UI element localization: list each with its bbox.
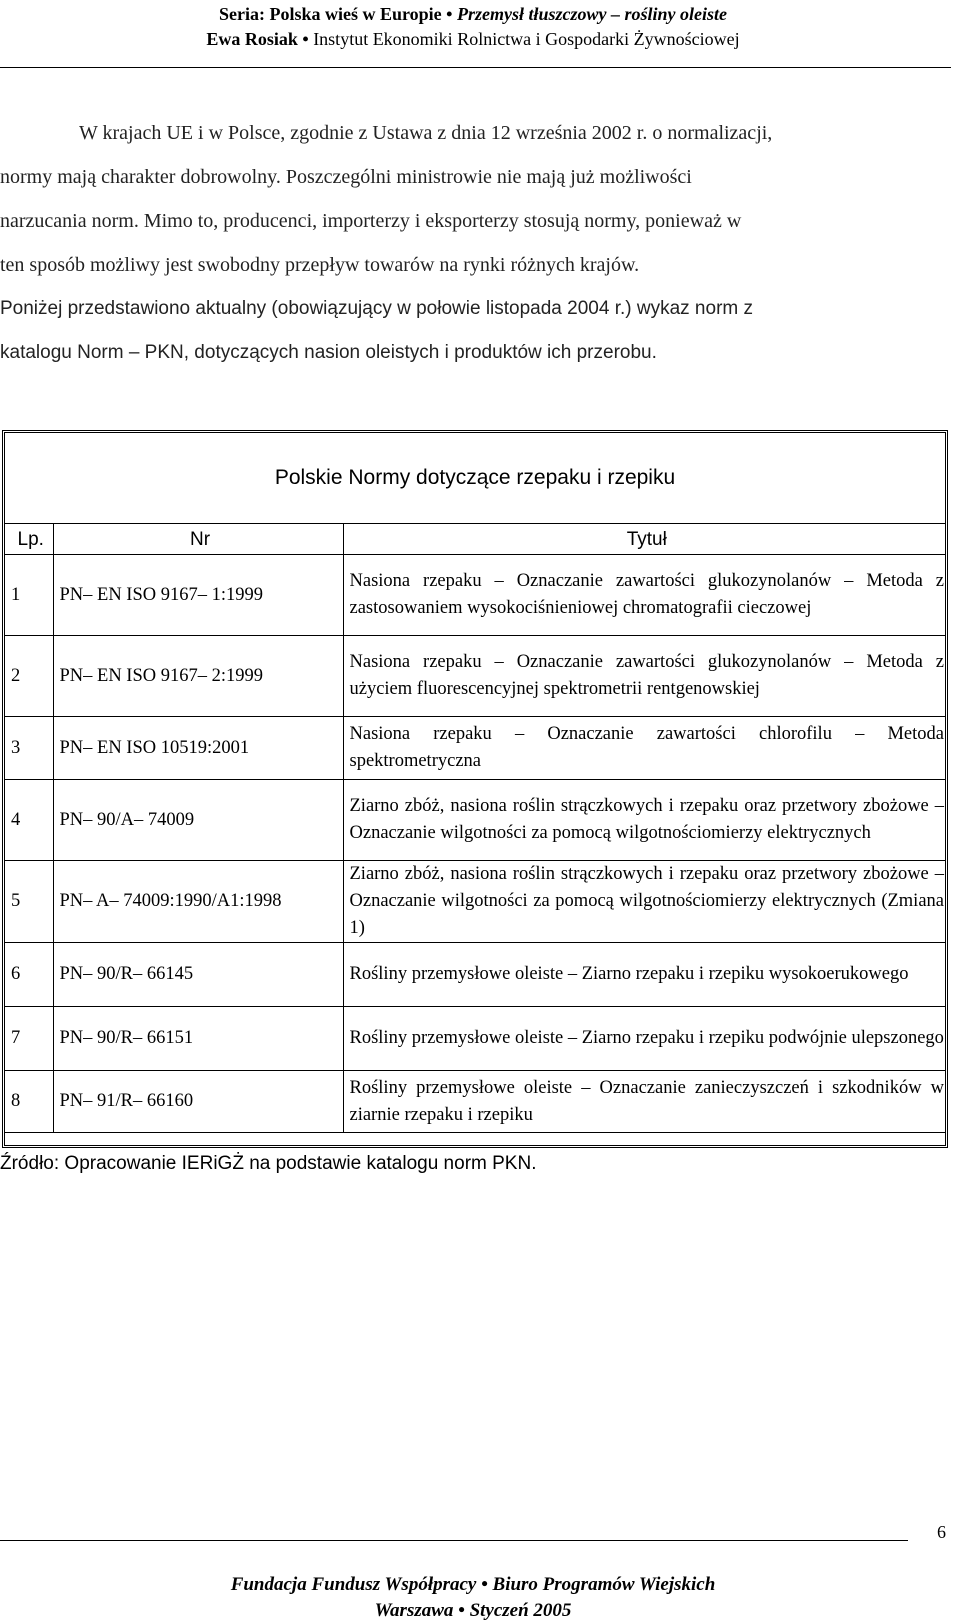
table-row bbox=[5, 861, 946, 943]
footer-city: Warszawa bbox=[374, 1600, 454, 1621]
cell-lp: 3 bbox=[5, 717, 53, 780]
source-note: Źródło: Opracowanie IERiGŻ na podstawie katalogu norm PKN. bbox=[0, 1153, 537, 1174]
table-row bbox=[5, 1007, 946, 1071]
paragraph-line: ten sposób możliwy jest swobodny przepływ towarów na rynki różnych krajów. bbox=[0, 254, 640, 276]
cell-nr: PN– EN ISO 9167– 1:1999 bbox=[53, 555, 343, 636]
cell-lp: 4 bbox=[5, 780, 53, 861]
page-number: 6 bbox=[937, 1522, 946, 1542]
norms-table bbox=[5, 524, 946, 1133]
author-line bbox=[0, 27, 946, 51]
intro-paragraph bbox=[0, 111, 956, 287]
cell-tytul: Nasiona rzepaku – Oznaczanie zawartości chlorofilu – Metoda spektrometryczna bbox=[343, 717, 946, 780]
cell-lp: 2 bbox=[5, 636, 53, 717]
institute-name: Instytut Ekonomiki Rolnictwa i Gospodarki Żywnościowej bbox=[313, 29, 740, 49]
header-rule bbox=[0, 67, 951, 68]
footer-rule bbox=[0, 1540, 908, 1541]
table-row bbox=[5, 1071, 946, 1133]
footer-office: Biuro Programów Wiejskich bbox=[492, 1574, 716, 1595]
cell-lp: 5 bbox=[5, 861, 53, 943]
footer-line-1 bbox=[0, 1574, 946, 1596]
footer-line-2 bbox=[0, 1600, 946, 1622]
table-row bbox=[5, 555, 946, 636]
series-line bbox=[0, 2, 946, 26]
cell-nr: PN– 90/R– 66145 bbox=[53, 943, 343, 1007]
cell-lp: 8 bbox=[5, 1071, 53, 1133]
table-title: Polskie Normy dotyczące rzepaku i rzepiku bbox=[5, 433, 945, 524]
paragraph-line: Poniżej przedstawiono aktualny (obowiązujący w połowie listopada 2004 r.) wykaz norm z bbox=[0, 298, 753, 319]
list-intro-paragraph bbox=[0, 287, 956, 375]
table-row bbox=[5, 780, 946, 861]
cell-tytul: Rośliny przemysłowe oleiste – Oznaczanie zanieczyszczeń i szkodników w ziarnie rzepaku i rzepiku bbox=[343, 1071, 946, 1133]
bullet-separator: • bbox=[302, 29, 314, 49]
cell-nr: PN– EN ISO 10519:2001 bbox=[53, 717, 343, 780]
footer-foundation: Fundacja Fundusz Współpracy bbox=[230, 1574, 477, 1595]
cell-nr: PN– 90/R– 66151 bbox=[53, 1007, 343, 1071]
table-row bbox=[5, 717, 946, 780]
cell-nr: PN– 91/R– 66160 bbox=[53, 1071, 343, 1133]
bullet-separator: • bbox=[446, 4, 457, 24]
paragraph-line: katalogu Norm – PKN, dotyczących nasion oleistych i produktów ich przerobu. bbox=[0, 342, 657, 363]
series-label: Seria: Polska wieś w Europie bbox=[219, 4, 442, 24]
paragraph-line: W krajach UE i w Polsce, zgodnie z Ustawa z dnia 12 września 2002 r. o normalizacji, bbox=[79, 122, 773, 144]
cell-nr: PN– EN ISO 9167– 2:1999 bbox=[53, 636, 343, 717]
cell-lp: 6 bbox=[5, 943, 53, 1007]
table-row bbox=[5, 943, 946, 1007]
cell-nr: PN– 90/A– 74009 bbox=[53, 780, 343, 861]
cell-nr: PN– A– 74009:1990/A1:1998 bbox=[53, 861, 343, 943]
cell-tytul: Ziarno zbóż, nasiona roślin strączkowych i rzepaku oraz przetwory zbożowe – Oznaczanie wilgotności za pomocą wilgotnościomierzy elektrycznych (Zmiana 1) bbox=[343, 861, 946, 943]
cell-tytul: Ziarno zbóż, nasiona roślin strączkowych i rzepaku oraz przetwory zbożowe – Oznaczanie wilgotności za pomocą wilgotnościomierzy elektrycznych bbox=[343, 780, 946, 861]
author-name: Ewa Rosiak bbox=[206, 29, 298, 49]
footer-date: Styczeń 2005 bbox=[469, 1600, 572, 1621]
table-row bbox=[5, 636, 946, 717]
column-header-lp: Lp. bbox=[5, 524, 53, 555]
cell-tytul: Rośliny przemysłowe oleiste – Ziarno rzepaku i rzepiku podwójnie ulepszonego bbox=[343, 1007, 946, 1071]
norms-table-box bbox=[2, 430, 948, 1148]
series-topic: Przemysł tłuszczowy – rośliny oleiste bbox=[456, 4, 727, 24]
table-header-row bbox=[5, 524, 946, 555]
column-header-nr: Nr bbox=[53, 524, 343, 555]
cell-lp: 1 bbox=[5, 555, 53, 636]
paragraph-line: narzucania norm. Mimo to, producenci, importerzy i eksporterzy stosują normy, ponieważ w bbox=[0, 210, 742, 232]
cell-lp: 7 bbox=[5, 1007, 53, 1071]
bullet-separator: • bbox=[481, 1574, 493, 1595]
bullet-separator: • bbox=[458, 1600, 470, 1621]
paragraph-line: normy mają charakter dobrowolny. Poszczególni ministrowie nie mają już możliwości bbox=[0, 166, 692, 188]
column-header-tytul: Tytuł bbox=[343, 524, 946, 555]
cell-tytul: Nasiona rzepaku – Oznaczanie zawartości glukozynolanów – Metoda z zastosowaniem wysokociśnieniowej chromatografii cieczowej bbox=[343, 555, 946, 636]
cell-tytul: Nasiona rzepaku – Oznaczanie zawartości glukozynolanów – Metoda z użyciem fluorescencyjnej spektrometrii rentgenowskiej bbox=[343, 636, 946, 717]
cell-tytul: Rośliny przemysłowe oleiste – Ziarno rzepaku i rzepiku wysokoerukowego bbox=[343, 943, 946, 1007]
